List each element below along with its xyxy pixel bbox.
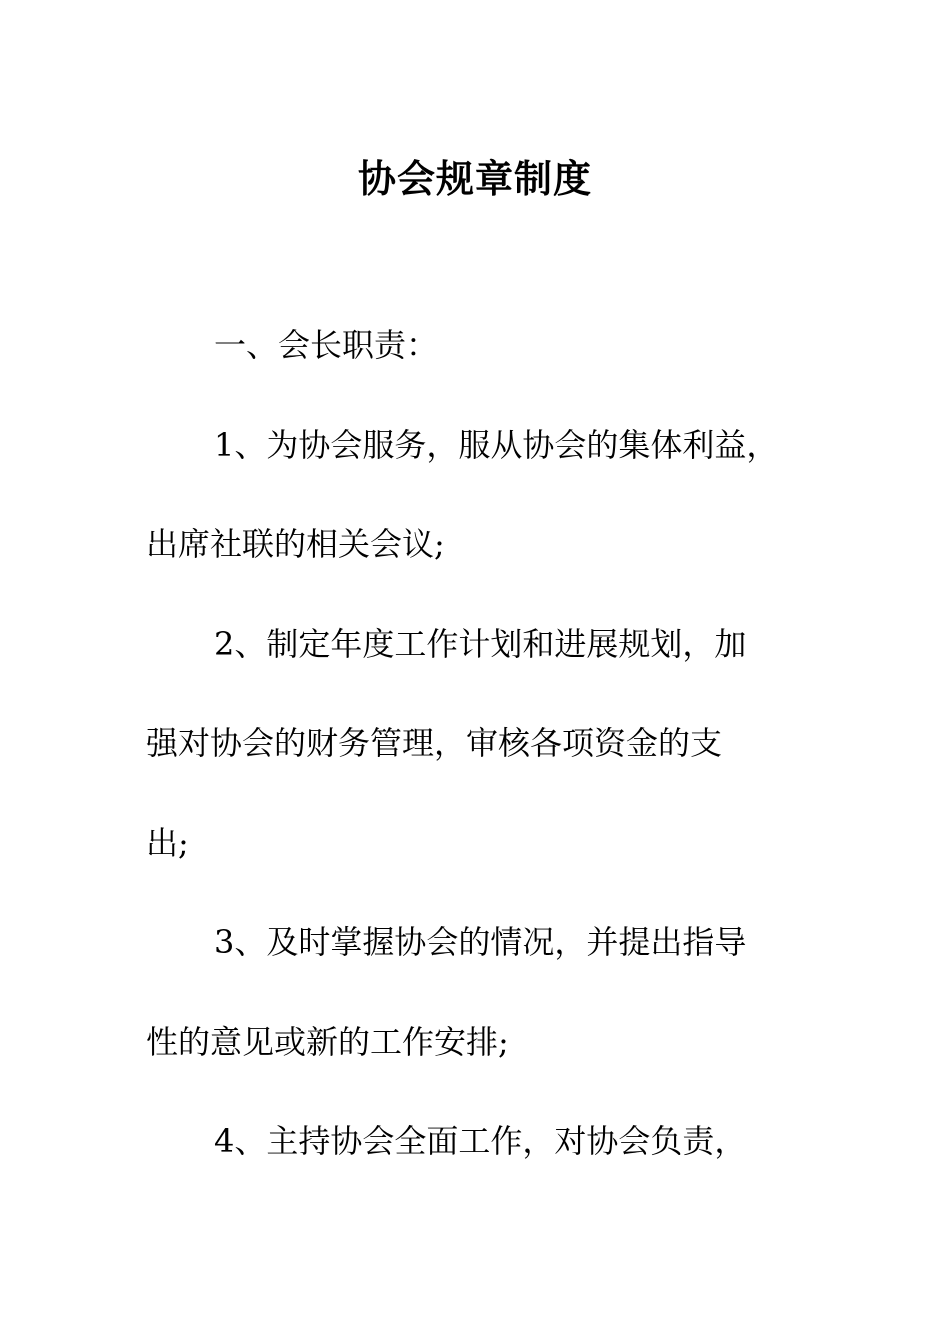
paragraph-item-3: 3、及时掌握协会的情况，并提出指导 性的意见或新的工作安排;: [146, 923, 747, 1061]
section-heading: 一、会长职责：: [214, 326, 439, 364]
document-body: [146, 296, 806, 1192]
document-title: 协会规章制度: [357, 157, 592, 202]
paragraph-item-4: 4、主持协会全面工作，对协会负责，: [214, 1122, 747, 1160]
paragraph-item-1: 1、为协会服务，服从协会的集体利益， 出席社联的相关会议;: [146, 425, 779, 563]
paragraph-item-2: 2、制定年度工作计划和进展规划，加 强对协会的财务管理，审核各项资金的支 出;: [146, 624, 747, 862]
